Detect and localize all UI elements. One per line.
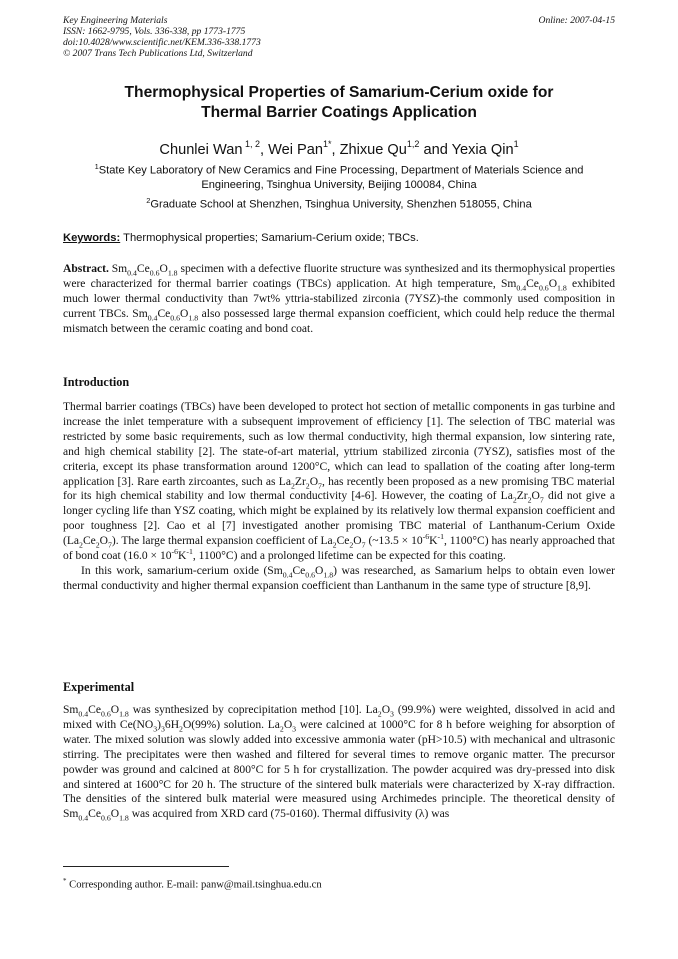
introduction-body — [63, 400, 615, 594]
affiliation-1-text: State Key Laboratory of New Ceramics and Fine Processing, Department of Materials Science and Engineering, Tsinghua University, Beijing 100084, China — [98, 164, 584, 191]
copyright-line: © 2007 Trans Tech Publications Ltd, Switzerland — [63, 48, 253, 59]
footnote-text: Corresponding author. E-mail: panw@mail.tsinghua.edu.cn — [66, 879, 322, 891]
keywords-text: Thermophysical properties; Samarium-Cerium oxide; TBCs. — [120, 232, 419, 244]
author-separator: , — [259, 141, 269, 158]
affiliation-1-number: 1 — [94, 162, 99, 171]
paper-title — [63, 83, 615, 123]
author-pan-affil: 1* — [322, 139, 332, 149]
author-qu-affil: 1,2 — [406, 139, 420, 149]
footnote — [63, 875, 615, 892]
doi-line: doi:10.4028/www.scientific.net/KEM.336-338.1773 — [63, 37, 261, 48]
issn-line: ISSN: 1662-9795, Vols. 336-338, pp 1773-1775 — [63, 26, 246, 37]
title-line-2: Thermal Barrier Coatings Application — [201, 104, 477, 121]
keywords — [63, 231, 615, 245]
experimental-paragraph-1: $Sm_{0.4}Ce_{0.6}O_{1.8}$ was synthesized by coprecipitation method [10]. $La_2O_3$ (99.9%) were weighted, dissolved in acid and mixed with $Ce(NO_3)_36H_2O(99\%)$ solution. $La_2O_3$ were calcined at 1000°C for 8 h before weighing for absorption of water. The mixed solution was slowly added into excessive ammonia water (pH>10.5) with mechanical and ultrasonic stirring. The precipitates were then washed and filtered for several times to remove organic matter. The precursor powder was ground and calcined at 800°C for 5 h for crystallization. The powder acquired was dry-pressed into disk and sintered at 1600°C for 20 h. The structure of the sintered bulk materials were characterized by X-ray diffraction. The densities of the sintered bulk material were measured using Archimedes principle. The theoretical density of $Sm_{0.4}Ce_{0.6}O_{1.8}$ was acquired from XRD card (75-0160). Thermal diffusivity (λ) was — [63, 704, 615, 823]
affiliation-2-text: Graduate School at Shenzhen, Tsinghua University, Shenzhen 518055, China — [150, 198, 532, 211]
abstract-paragraph: Abstract. $Sm_{0.4}Ce_{0.6}O_{1.8}$ specimen with a defective fluorite structure was synthesized and its thermophysical properties were characterized for thermal barrier coatings (TBCs) application. At high temperature, $Sm_{0.4}Ce_{0.6}O_{1.8}$ exhibited much lower thermal conductivity than 7wt% yttria-stabilized zirconia (7YSZ)-the commonly used composition in current TBCs. $Sm_{0.4}Ce_{0.6}O_{1.8}$ also possessed large thermal expansion coefficient, which could help reduce the thermal mismatch between the ceramic coating and bond coat. — [63, 263, 615, 335]
author-separator: , — [331, 141, 340, 158]
journal-header — [63, 15, 615, 59]
author-qin-affil: 1 — [513, 139, 519, 149]
footnote-mark: * — [63, 877, 67, 885]
journal-name: Key Engineering Materials — [63, 15, 168, 26]
author-wan: Chunlei Wan — [159, 141, 243, 158]
author-qin: Yexia Qin — [451, 141, 514, 158]
online-date: Online: 2007-04-15 — [538, 15, 615, 26]
abstract — [63, 262, 615, 337]
footnote-rule — [63, 866, 229, 867]
affiliation-2-number: 2 — [146, 196, 151, 205]
keywords-label: Keywords: — [63, 232, 121, 244]
author-separator: and — [419, 141, 452, 158]
experimental-body — [63, 703, 615, 822]
intro-paragraph-2: In this work, samarium-cerium oxide $(Sm_{0.4}Ce_{0.6}O_{1.8})$ was researched, as Samarium helps to obtain even lower thermal conductivity and higher thermal expansion coefficient than Lanthanum in the same type of structure [8,9]. — [63, 564, 615, 592]
author-pan: Wei Pan — [268, 141, 323, 158]
affiliation-1 — [63, 160, 615, 192]
section-heading-experimental: Experimental — [63, 680, 135, 694]
intro-paragraph-1: Thermal barrier coatings (TBCs) have been developed to protect hot section of metallic components in gas turbine and increase the inlet temperature with a subsequent improvement of efficiency [1]. The selection of TBC material was restricted by some basic requirements, such as low thermal conductivity, high thermal expansion, low sintering rate, and high chemical stability [2]. The state-of-art material, yttrium stabilized zirconia (7YSZ), satisfies most of the criteria, except its phase transformation around 1200°C, which can lead to spallation of the coating after long-term application [3]. Rare earth zircoantes, such as $La_2Zr_2O_7$, has recently been proposed as a new promising TBC material for its high chemical stability and low thermal conductivity [4-6]. However, the coating of $La_2Zr_2O_7$ did not give a longer cycling life than YSZ coating, which might be explained by its relatively low thermal expansion coefficient and poor toughness [2]. Cao et al [7] investigated another promising TBC material of Lanthanum-Cerium Oxide $(La_2Ce_2O_7)$. The large thermal expansion coefficient of $La_2Ce_2O_7$ (~13.5 × $10^{-6}K^{-1}$, 1100°C) has nearly approached that of bond coat ($16.0 \times 10^{-6}K^{-1}$, 1100°C) and a prolonged lifetime can be expected for this coating. — [63, 401, 616, 563]
section-heading-introduction: Introduction — [63, 375, 130, 389]
author-list — [63, 136, 615, 159]
author-wan-affil: 1, 2 — [242, 139, 260, 149]
affiliation-2 — [63, 194, 615, 212]
title-line-1: Thermophysical Properties of Samarium-Cerium oxide for — [124, 84, 554, 101]
author-qu: Zhixue Qu — [339, 141, 407, 158]
